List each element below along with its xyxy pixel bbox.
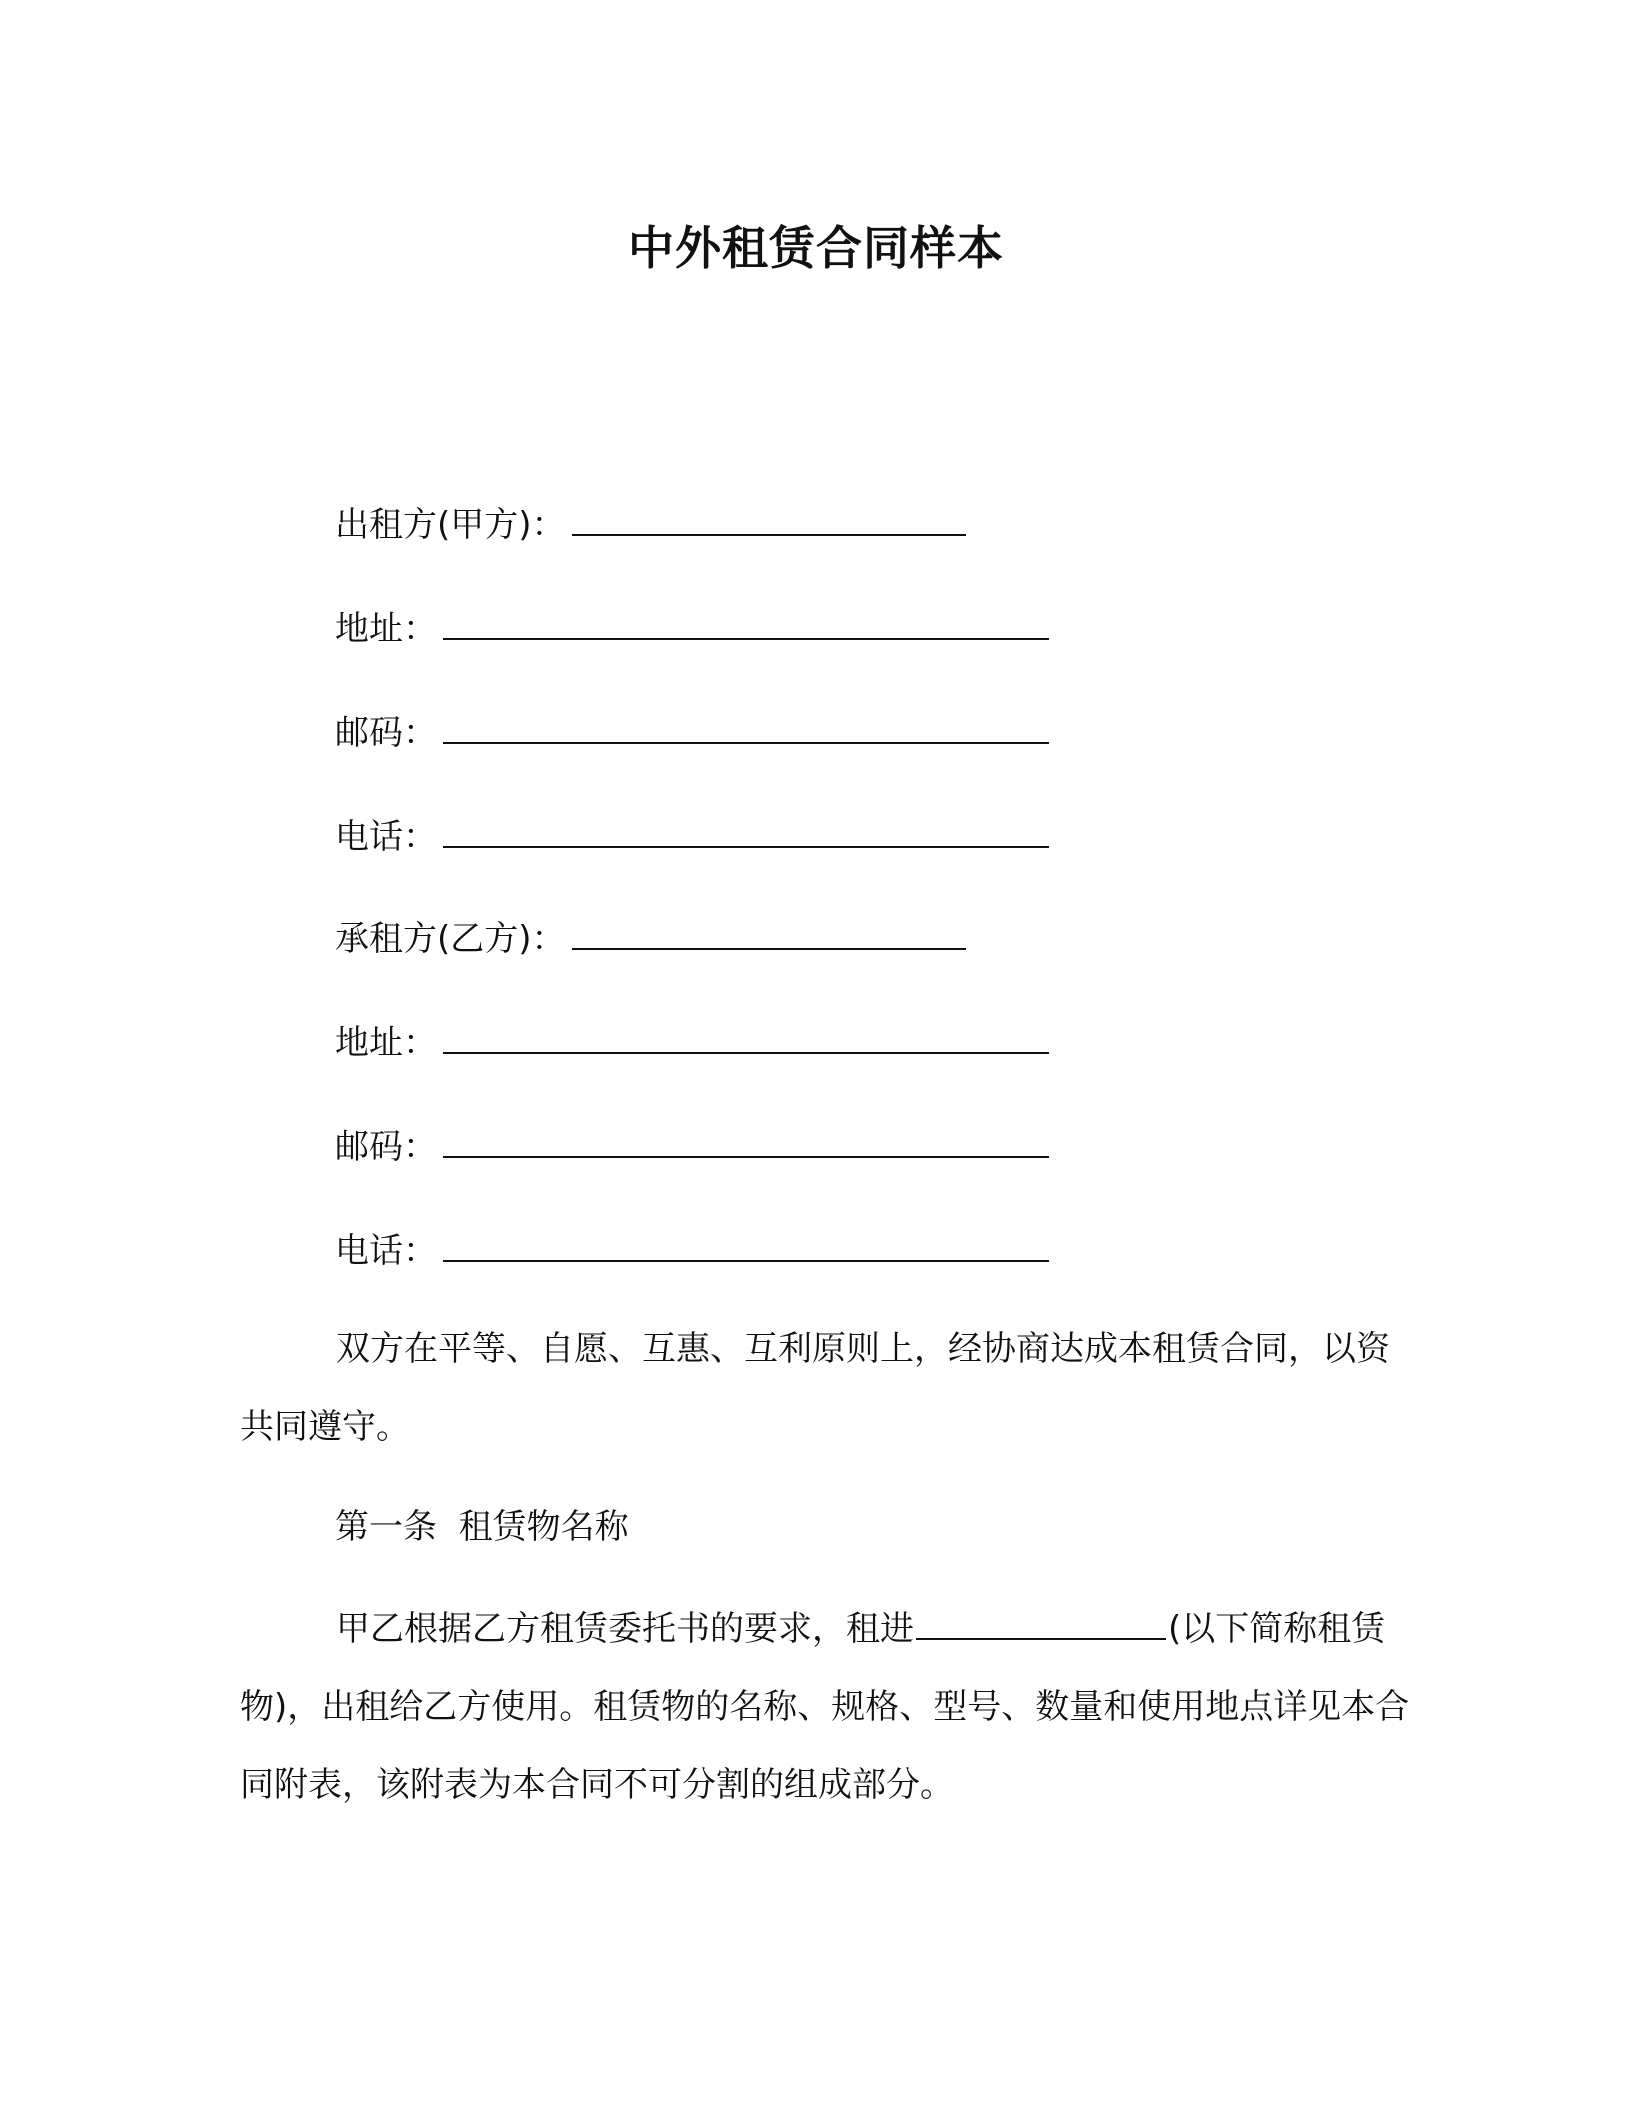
lessor-phone-row (335, 812, 1049, 860)
article1-item-blank (916, 1604, 1166, 1640)
article1-text-before: 甲乙根据乙方租赁委托书的要求，租进 (336, 1609, 914, 1649)
article1-text-after: (以下简称租赁物)，出租给乙方使用。租赁物的名称、规格、型号、数量和使用地点详见本合同附表，该附表为本合同不可分割的组成部分。 (240, 1609, 1410, 1805)
lessee-phone-label: 电话： (335, 1231, 437, 1271)
lessor-party-row (335, 500, 966, 548)
lessor-phone-blank (443, 812, 1049, 848)
lessor-postcode-blank (443, 708, 1049, 744)
lessee-phone-blank (443, 1226, 1049, 1262)
lessee-party-label: 承租方(乙方)： (335, 919, 566, 959)
lessee-address-blank (443, 1018, 1049, 1054)
lessee-party-blank (572, 914, 966, 950)
lessor-address-row (335, 604, 1049, 652)
lessor-postcode-label: 邮码： (335, 713, 437, 753)
document-title: 中外租赁合同样本 (628, 221, 1004, 275)
lessee-address-label: 地址： (335, 1023, 437, 1063)
lessee-postcode-row (335, 1122, 1049, 1170)
lessor-party-blank (572, 500, 966, 536)
lessee-postcode-blank (443, 1122, 1049, 1158)
preamble-paragraph: 双方在平等、自愿、互惠、互利原则上，经协商达成本租赁合同，以资共同遵守。 (240, 1329, 1390, 1447)
lessor-party-label: 出租方(甲方)： (335, 505, 566, 545)
lessee-phone-row (335, 1226, 1049, 1274)
lessor-address-blank (443, 604, 1049, 640)
article1-heading: 第一条 租赁物名称 (335, 1507, 629, 1547)
lessor-postcode-row (335, 708, 1049, 756)
lessor-phone-label: 电话： (335, 817, 437, 857)
article1-paragraph (240, 1590, 1410, 1824)
lessee-party-row (335, 914, 966, 962)
lessee-address-row (335, 1018, 1049, 1066)
lessee-postcode-label: 邮码： (335, 1127, 437, 1167)
lessor-address-label: 地址： (335, 609, 437, 649)
